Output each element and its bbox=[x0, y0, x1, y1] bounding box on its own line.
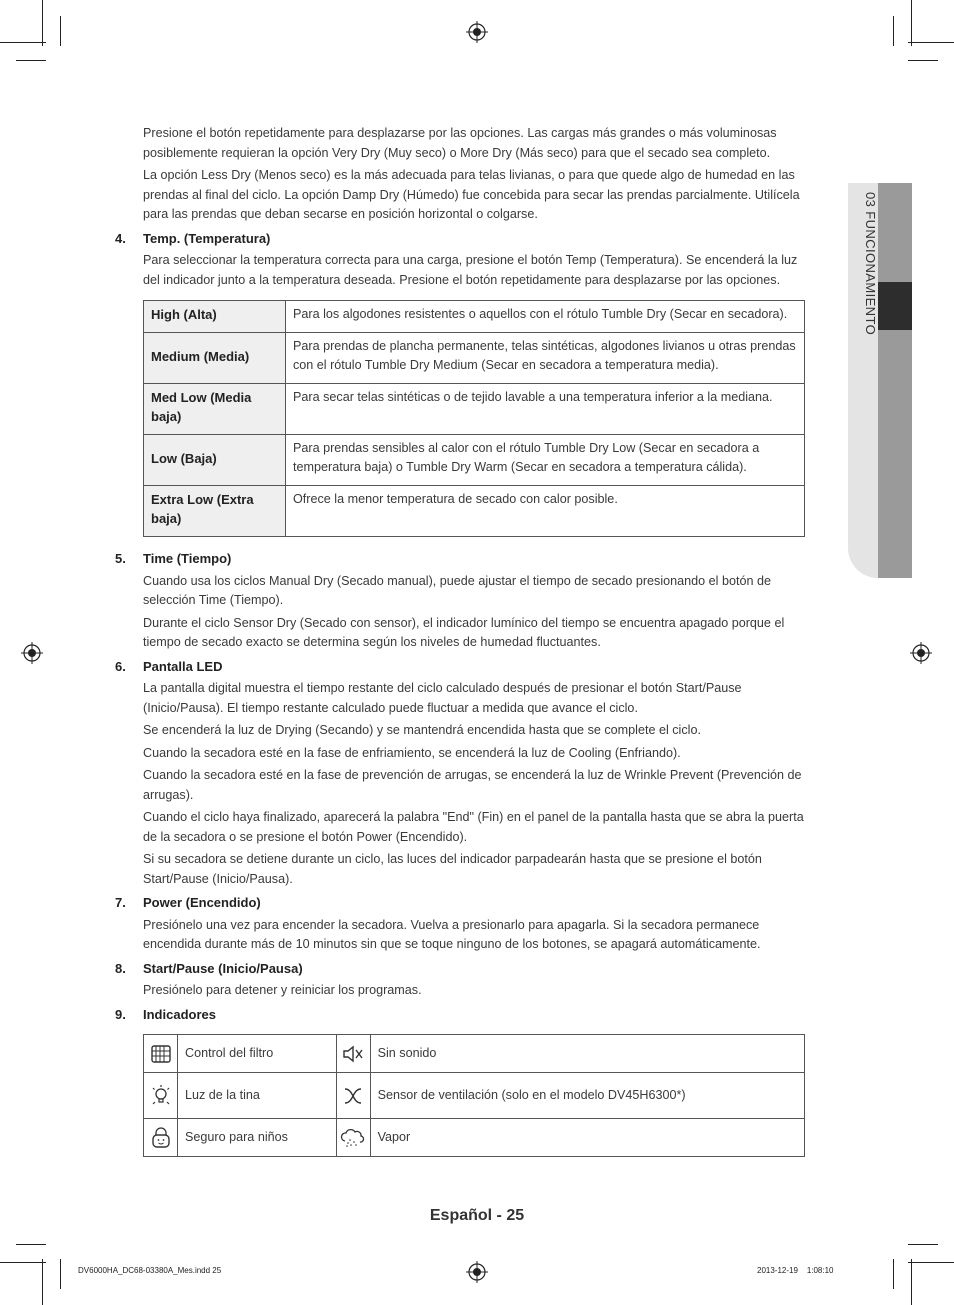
section-heading bbox=[115, 893, 807, 913]
crop-mark bbox=[911, 1259, 912, 1305]
section-paragraph: La pantalla digital muestra el tiempo restante del ciclo calculado después de presionar el botón Start/Pause (Inicio/Pausa). El tiempo restante calculado puede fluctuar a medida que avance el ciclo. bbox=[143, 681, 742, 715]
crop-mark bbox=[908, 1262, 954, 1263]
table-row bbox=[144, 486, 805, 537]
temperature-label: High (Alta) bbox=[144, 301, 286, 333]
section-number: 9. bbox=[115, 1006, 126, 1022]
section-title: Pantalla LED bbox=[143, 658, 223, 674]
section-paragraph: Se encenderá la luz de Drying (Secando) y se mantendrá encendida hasta que se complete el ciclo. bbox=[143, 723, 701, 737]
table-row bbox=[144, 1073, 805, 1119]
temperature-label: Extra Low (Extra baja) bbox=[144, 486, 286, 537]
table-row bbox=[144, 1035, 805, 1073]
section-paragraph: Presiónelo para detener y reiniciar los programas. bbox=[143, 983, 422, 997]
section-paragraph: Cuando usa los ciclos Manual Dry (Secado manual), puede ajustar el tiempo de secado presionando el botón de selección Time (Tiempo). bbox=[143, 573, 771, 607]
crop-mark bbox=[893, 16, 894, 46]
table-row bbox=[144, 301, 805, 333]
section-heading bbox=[115, 657, 807, 677]
table-row bbox=[144, 384, 805, 435]
temperature-description: Para secar telas sintéticas o de tejido lavable a una temperatura inferior a la mediana. bbox=[286, 384, 805, 435]
temperature-table bbox=[143, 300, 805, 537]
section-paragraph: Cuando la secadora esté en la fase de prevención de arrugas, se encenderá la luz de Wrinkle Prevent (Prevención de arrugas). bbox=[143, 768, 802, 802]
indicator-label: Seguro para niños bbox=[178, 1119, 337, 1157]
section-paragraph: Para seleccionar la temperatura correcta para una carga, presione el botón Temp (Temperatura). Se encenderá la luz del indicador junto a la temperatura deseada. Presione el botón repetidamente para desplazarse por las opciones. bbox=[143, 253, 798, 287]
section-title: Indicadores bbox=[143, 1006, 216, 1022]
crop-mark bbox=[893, 1259, 894, 1289]
section-title: Time (Tiempo) bbox=[143, 551, 232, 566]
section-paragraph: Presiónelo una vez para encender la secadora. Vuelva a presionarlo para apagarla. Si la secadora permanece encendida durante más de 10 minutos sin que se toque ninguno de los botones, se apagará automáticamente. bbox=[143, 917, 761, 951]
table-row bbox=[144, 1119, 805, 1157]
print-slug-date: 2013-12-19 1:08:10 bbox=[757, 1266, 834, 1275]
vent-sensor-icon bbox=[336, 1073, 370, 1119]
chapter-tab-marker bbox=[878, 282, 912, 330]
intro-paragraph: Presione el botón repetidamente para desplazarse por las opciones. Las cargas más grandes o más voluminosas posiblemente requieran la opción Very Dry (Muy seco) o More Dry (Más seco) para que el secado sea completo. bbox=[143, 126, 777, 160]
mute-icon bbox=[336, 1035, 370, 1073]
indicator-label: Vapor bbox=[370, 1119, 804, 1157]
crop-mark bbox=[908, 42, 954, 43]
registration-mark-icon bbox=[466, 21, 488, 43]
temperature-label: Low (Baja) bbox=[144, 435, 286, 486]
section-paragraph: Si su secadora se detiene durante un ciclo, las luces del indicador parpadearán hasta que se presione el botón Start/Pause (Inicio/Pausa). bbox=[143, 852, 762, 886]
main-content bbox=[115, 124, 807, 1157]
crop-mark bbox=[16, 60, 46, 61]
crop-mark bbox=[60, 1259, 61, 1289]
registration-mark-icon bbox=[910, 642, 932, 664]
temperature-description: Para los algodones resistentes o aquellos con el rótulo Tumble Dry (Secar en secadora). bbox=[286, 301, 805, 333]
section-number: 4. bbox=[115, 230, 126, 246]
chapter-tab-label: 03 FUNCIONAMIENTO bbox=[863, 192, 878, 336]
section-heading bbox=[115, 229, 807, 249]
temperature-description: Ofrece la menor temperatura de secado con calor posible. bbox=[286, 486, 805, 537]
page-number: Español - 25 bbox=[429, 1207, 525, 1224]
crop-mark bbox=[42, 0, 43, 46]
crop-mark bbox=[0, 1262, 46, 1263]
table-row bbox=[144, 333, 805, 384]
section-number: 8. bbox=[115, 960, 126, 976]
registration-mark-icon bbox=[466, 1261, 488, 1283]
temperature-description: Para prendas de plancha permanente, telas sintéticas, algodones livianos u otras prendas con el rótulo Tumble Dry Medium (Secar en secadora a temperatura media). bbox=[286, 333, 805, 384]
temperature-label: Med Low (Media baja) bbox=[144, 384, 286, 435]
section-title: Power (Encendido) bbox=[143, 895, 261, 910]
chapter-tab-strip bbox=[878, 183, 912, 578]
intro-paragraph: La opción Less Dry (Menos seco) es la más adecuada para telas livianas, o para que quede algo de humedad en las prendas al final del ciclo. La opción Damp Dry (Húmedo) fue concebida para secar las prendas parcialmente. Utilícela para las prendas que deban secarse en posición horizontal o colgarse. bbox=[143, 168, 800, 221]
crop-mark bbox=[0, 42, 46, 43]
print-slug-file: DV6000HA_DC68-03380A_Mes.indd 25 bbox=[78, 1266, 222, 1275]
crop-mark bbox=[60, 16, 61, 46]
child-lock-icon bbox=[144, 1119, 178, 1157]
indicator-label: Sin sonido bbox=[370, 1035, 804, 1073]
indicator-label: Control del filtro bbox=[178, 1035, 337, 1073]
section-title: Start/Pause (Inicio/Pausa) bbox=[143, 960, 303, 976]
steam-icon bbox=[336, 1119, 370, 1157]
crop-mark bbox=[911, 0, 912, 46]
crop-mark bbox=[16, 1244, 46, 1245]
section-heading bbox=[115, 549, 807, 569]
registration-mark-icon bbox=[21, 642, 43, 664]
section-number: 6. bbox=[115, 658, 126, 674]
section-title: Temp. (Temperatura) bbox=[143, 230, 271, 246]
indicators-table bbox=[143, 1034, 805, 1157]
indicator-label: Sensor de ventilación (solo en el modelo DV45H6300*) bbox=[370, 1073, 804, 1119]
section-paragraph: Cuando el ciclo haya finalizado, aparecerá la palabra "End" (Fin) en el panel de la pantalla hasta que se abra la puerta de la secadora o se presione el botón Power (Encendido). bbox=[143, 810, 804, 844]
section-heading bbox=[115, 1005, 807, 1025]
crop-mark bbox=[908, 1244, 938, 1245]
drum-light-icon bbox=[144, 1073, 178, 1119]
section-heading bbox=[115, 959, 807, 979]
table-row bbox=[144, 435, 805, 486]
crop-mark bbox=[42, 1259, 43, 1305]
filter-icon bbox=[144, 1035, 178, 1073]
section-paragraph: Durante el ciclo Sensor Dry (Secado con sensor), el indicador lumínico del tiempo se encuentra apagado porque el tiempo de secado exacto se determina según los niveles de humedad fluctuantes. bbox=[143, 615, 785, 649]
temperature-label: Medium (Media) bbox=[144, 333, 286, 384]
indicator-label: Luz de la tina bbox=[178, 1073, 337, 1119]
section-number: 5. bbox=[115, 551, 126, 566]
crop-mark bbox=[908, 60, 938, 61]
section-number: 7. bbox=[115, 895, 126, 910]
temperature-description: Para prendas sensibles al calor con el rótulo Tumble Dry Low (Secar en secadora a temperatura baja) o Tumble Dry Warm (Secar en secadora a temperatura cálida). bbox=[286, 435, 805, 486]
section-paragraph: Cuando la secadora esté en la fase de enfriamiento, se encenderá la luz de Cooling (Enfriando). bbox=[143, 745, 681, 760]
